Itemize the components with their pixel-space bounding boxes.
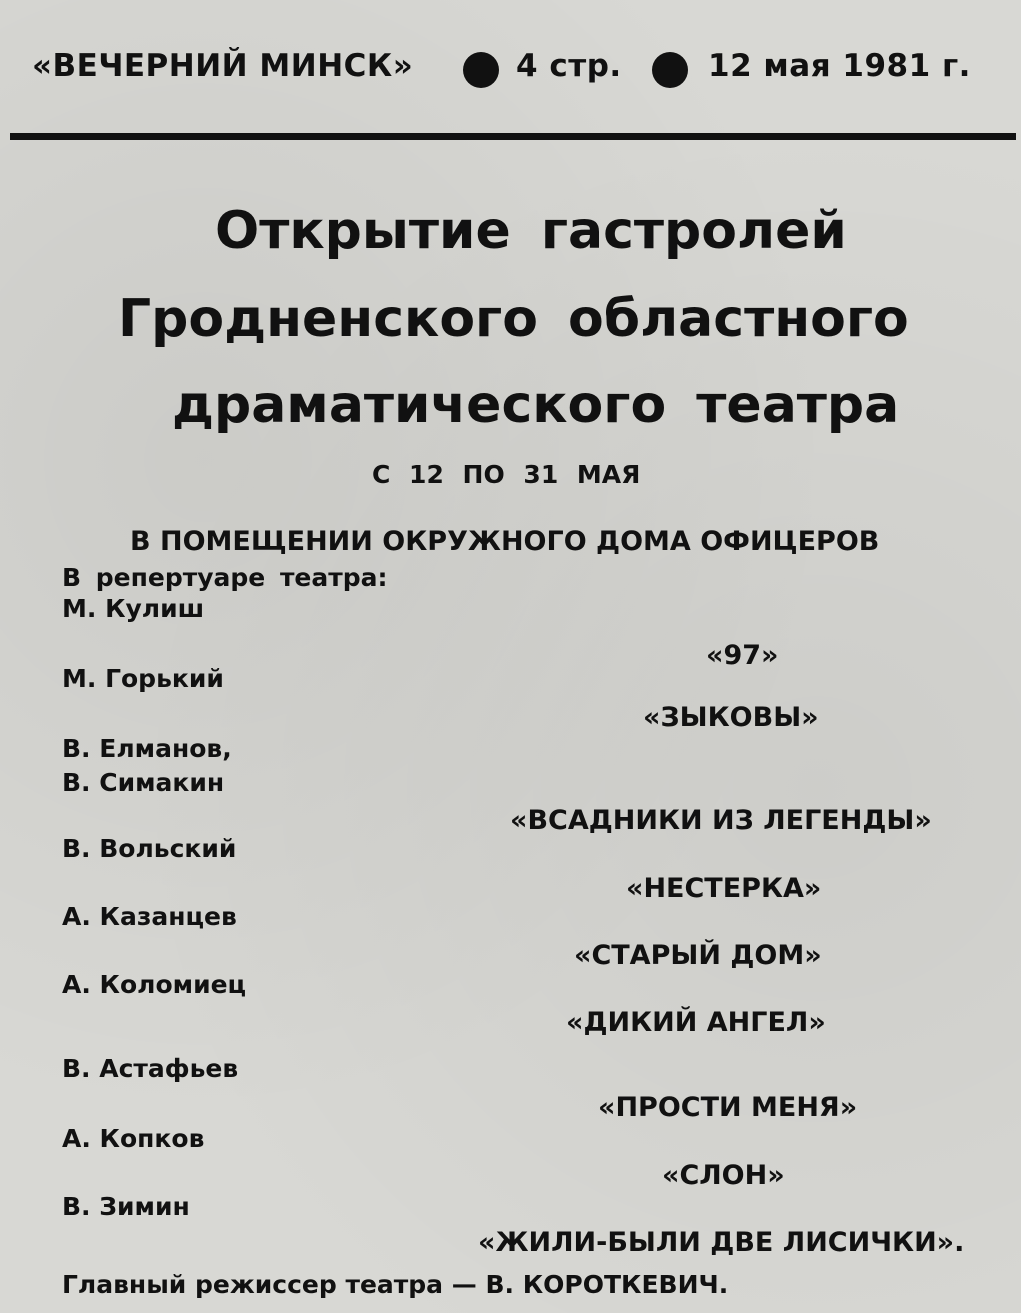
repertoire-play: «97» <box>706 640 779 671</box>
title-line-2: Гродненского областного <box>118 289 909 349</box>
repertoire-author: В. Зимин <box>62 1192 190 1221</box>
repertoire-author: В. Елманов, В. Симакин <box>62 734 232 797</box>
venue: В ПОМЕЩЕНИИ ОКРУЖНОГО ДОМА ОФИЦЕРОВ <box>130 526 880 557</box>
newspaper-name: «ВЕЧЕРНИЙ МИНСК» <box>32 48 414 84</box>
repertoire-play: «ВСАДНИКИ ИЗ ЛЕГЕНДЫ» <box>510 805 932 836</box>
repertoire-author: А. Казанцев <box>62 902 237 931</box>
repertoire-play: «СТАРЫЙ ДОМ» <box>574 940 822 971</box>
repertoire-author: М. Кулиш <box>62 594 205 623</box>
page-number: 4 стр. <box>516 48 622 84</box>
repertoire-author: А. Копков <box>62 1124 205 1153</box>
title-line-1: Открытие гастролей <box>215 201 847 261</box>
bullet-icon <box>652 52 688 88</box>
repertoire-play: «ПРОСТИ МЕНЯ» <box>598 1092 858 1123</box>
repertoire-author: В. Вольский <box>62 834 237 863</box>
repertoire-play: «СЛОН» <box>662 1160 785 1191</box>
chief-director: Главный режиссер театра — В. КОРОТКЕВИЧ. <box>62 1270 729 1299</box>
repertoire-play: «НЕСТЕРКА» <box>626 873 822 904</box>
tour-dates: С 12 ПО 31 МАЯ <box>372 460 641 489</box>
issue-date: 12 мая 1981 г. <box>708 48 971 84</box>
title-line-3: драматического театра <box>172 375 900 435</box>
repertoire-intro: В репертуаре театра: <box>62 563 388 592</box>
repertoire-author: М. Горький <box>62 664 224 693</box>
masthead <box>0 38 1021 108</box>
repertoire-author: А. Коломиец <box>62 970 247 999</box>
masthead-rule <box>10 133 1016 140</box>
repertoire-play: «ЖИЛИ-БЫЛИ ДВЕ ЛИСИЧКИ». <box>478 1227 965 1258</box>
repertoire-play: «ЗЫКОВЫ» <box>643 702 819 733</box>
repertoire-play: «ДИКИЙ АНГЕЛ» <box>566 1007 826 1038</box>
repertoire-author: В. Астафьев <box>62 1054 239 1083</box>
bullet-icon <box>463 52 499 88</box>
